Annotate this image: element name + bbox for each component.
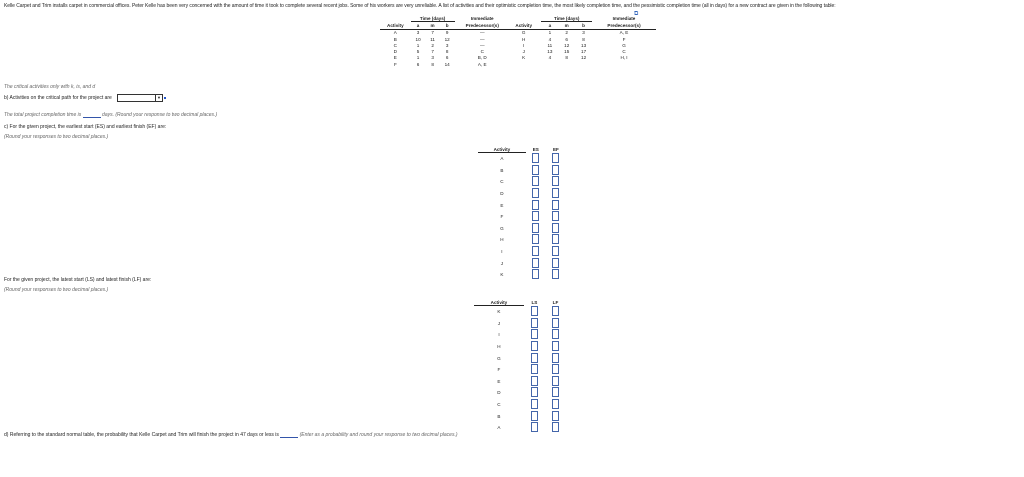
table-row: K xyxy=(478,269,566,281)
lf-input[interactable] xyxy=(552,364,559,374)
col-m: m xyxy=(425,22,439,29)
ls-input[interactable] xyxy=(531,422,538,432)
table-row: I 11 12 13 G xyxy=(523,42,626,48)
lf-input[interactable] xyxy=(552,411,559,421)
table-row: I xyxy=(478,246,566,258)
col-ls: LS xyxy=(531,299,538,305)
total-time-line: The total project completion time is days. (Round your response to two decimal places.) xyxy=(4,112,218,118)
col-a: a xyxy=(541,22,558,29)
table-row: C xyxy=(478,176,566,188)
ls-input[interactable] xyxy=(531,376,538,386)
critical-path-select[interactable] xyxy=(117,94,163,102)
ls-input[interactable] xyxy=(531,399,538,409)
table-row: K xyxy=(474,306,566,318)
part-d-line: d) Referring to the standard normal table, the probability that Kelle Carpet and Trim will finish the project in 47 days or less is (Enter as a probability and round your response to two decimal places.) xyxy=(4,432,458,438)
table-row: D 5 7 8 C xyxy=(393,49,484,55)
table-row: D xyxy=(478,188,566,200)
lf-input[interactable] xyxy=(552,353,559,363)
col-es: ES xyxy=(532,146,539,152)
lf-input[interactable] xyxy=(552,329,559,339)
table-row: C xyxy=(474,399,566,411)
table-row: F xyxy=(478,211,566,223)
table-row: F 6 8 14 A, E xyxy=(393,61,487,67)
round-note: (Round your responses to two decimal places.) xyxy=(4,287,109,293)
ef-input[interactable] xyxy=(552,176,559,186)
table-row: J xyxy=(474,318,566,330)
table-row: E xyxy=(478,199,566,211)
table-row: J xyxy=(478,257,566,269)
col-ef: EF xyxy=(552,146,559,152)
activity-table-left xyxy=(380,15,510,67)
ls-input[interactable] xyxy=(531,341,538,351)
col-activity: Activity xyxy=(380,22,411,29)
col-pred: Predecessor(s) xyxy=(592,22,656,29)
lf-input[interactable] xyxy=(552,318,559,328)
table-row: H 4 6 8 F xyxy=(522,36,626,42)
ls-input[interactable] xyxy=(531,306,538,316)
imm-header: Immediate xyxy=(470,15,494,21)
lf-input[interactable] xyxy=(552,399,559,409)
col-activity: Activity xyxy=(506,22,541,29)
probability-input[interactable] xyxy=(280,432,298,438)
table-row: J 13 15 17 C xyxy=(522,49,626,55)
es-input[interactable] xyxy=(532,188,539,198)
table-row: G 1 2 3 A, E xyxy=(521,30,629,36)
es-input[interactable] xyxy=(532,165,539,175)
ls-input[interactable] xyxy=(531,364,538,374)
problem-intro: Kelle Carpet and Trim installs carpet in commercial offices. Peter Kelle has been very concerned with the amount of time it took to complete several recent jobs. Some of his workers are very unreliable. A list of activities and their optimistic completion time, the most likely completion time, and the pessimistic completion time (all in days) for a new contract are given in the following table: xyxy=(4,3,836,9)
es-ef-table xyxy=(478,146,566,281)
es-input[interactable] xyxy=(532,246,539,256)
ef-input[interactable] xyxy=(552,223,559,233)
lf-input[interactable] xyxy=(552,306,559,316)
chevron-down-icon: ▼ xyxy=(155,95,162,101)
es-input[interactable] xyxy=(532,234,539,244)
table-row: A 3 7 9 — xyxy=(393,30,485,36)
total-time-input[interactable] xyxy=(83,112,101,118)
table-row: A xyxy=(478,153,566,165)
col-b: b xyxy=(440,22,455,29)
lf-input[interactable] xyxy=(552,387,559,397)
table-row: E 1 3 6 B, D xyxy=(393,55,487,61)
col-lf: LF xyxy=(552,299,559,305)
lf-input[interactable] xyxy=(552,341,559,351)
ef-input[interactable] xyxy=(552,269,559,279)
lf-input[interactable] xyxy=(552,422,559,432)
ls-input[interactable] xyxy=(531,318,538,328)
imm-header: Immediate xyxy=(612,15,636,21)
time-header: Time (days) xyxy=(541,15,592,22)
table-row: G xyxy=(478,223,566,235)
es-input[interactable] xyxy=(532,223,539,233)
table-row: B xyxy=(474,410,566,422)
table-row: A xyxy=(474,422,566,434)
table-row: C 1 2 3 — xyxy=(393,42,485,48)
ef-input[interactable] xyxy=(552,211,559,221)
part-b-label: b) Activities on the critical path for the project are xyxy=(4,95,112,101)
ef-input[interactable] xyxy=(552,246,559,256)
ls-input[interactable] xyxy=(531,329,538,339)
table-row: B 10 11 12 — xyxy=(393,36,485,42)
es-input[interactable] xyxy=(532,211,539,221)
table-row: D xyxy=(474,387,566,399)
es-input[interactable] xyxy=(532,269,539,279)
ef-input[interactable] xyxy=(552,258,559,268)
table-row: B xyxy=(478,165,566,177)
es-input[interactable] xyxy=(532,153,539,163)
ef-input[interactable] xyxy=(552,234,559,244)
table-row: H xyxy=(474,341,566,353)
expand-icon[interactable]: ⧉ xyxy=(634,11,639,17)
round-note: (Round your responses to two decimal places.) xyxy=(4,134,109,140)
time-header: Time (days) xyxy=(411,15,455,22)
table-row: F xyxy=(474,364,566,376)
es-input[interactable] xyxy=(532,176,539,186)
part-c-label: c) For the given project, the earliest start (ES) and earliest finish (EF) are: xyxy=(4,124,167,130)
col-m: m xyxy=(558,22,575,29)
col-pred: Predecessor(s) xyxy=(455,22,510,29)
ls-lf-label: For the given project, the latest start (LS) and latest finish (LF) are: xyxy=(4,277,152,283)
marker-icon xyxy=(164,97,166,99)
es-input[interactable] xyxy=(532,258,539,268)
ls-input[interactable] xyxy=(531,353,538,363)
ef-input[interactable] xyxy=(552,188,559,198)
slack-line: The critical activities only with k, is, and d xyxy=(4,84,96,90)
ls-input[interactable] xyxy=(531,387,538,397)
col-a: a xyxy=(411,22,426,29)
ef-input[interactable] xyxy=(552,165,559,175)
es-input[interactable] xyxy=(532,200,539,210)
table-row: H xyxy=(478,234,566,246)
ls-lf-table xyxy=(474,299,566,434)
col-activity: Activity xyxy=(474,299,524,306)
table-row: G xyxy=(474,352,566,364)
table-row: I xyxy=(474,329,566,341)
ef-input[interactable] xyxy=(552,200,559,210)
ef-input[interactable] xyxy=(552,153,559,163)
table-row: E xyxy=(474,376,566,388)
ls-input[interactable] xyxy=(531,411,538,421)
lf-input[interactable] xyxy=(552,376,559,386)
col-activity: Activity xyxy=(478,146,526,153)
table-row: K 4 8 12 H, I xyxy=(522,55,628,61)
activity-table-right xyxy=(506,15,656,61)
col-b: b xyxy=(575,22,592,29)
